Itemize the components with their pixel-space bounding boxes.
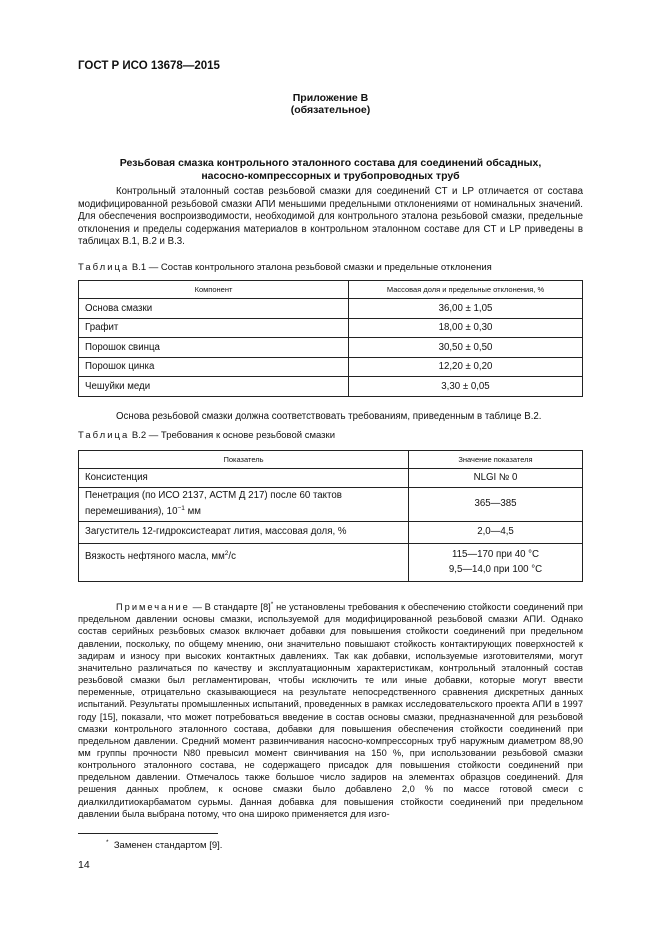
param-unit: мм	[184, 506, 201, 518]
main-heading-line1: Резьбовая смазка контрольного эталонного состава для соединений обсадных,	[119, 157, 542, 169]
note-label: Примечание	[116, 602, 190, 613]
cell-parameter: Консистенция	[79, 469, 409, 488]
table2-caption	[78, 430, 335, 441]
table1-caption	[78, 262, 492, 273]
param-unit: /с	[228, 551, 236, 563]
column-header: Значение показателя	[409, 451, 583, 469]
footnote-text: Заменен стандартом [9].	[113, 840, 223, 852]
table2-caption-text: В.2 — Требования к основе резьбовой смазки	[131, 430, 335, 441]
table1-caption-text: В.1 — Состав контрольного эталона резьбовой смазки и предельные отклонения	[131, 262, 492, 273]
table-row	[79, 377, 583, 397]
note-text-start: — В стандарте [8]	[189, 602, 271, 613]
cell-value: 3,30 ± 0,05	[349, 377, 583, 397]
note-paragraph	[78, 599, 583, 820]
cell-value: 30,50 ± 0,50	[349, 338, 583, 358]
column-header: Компонент	[79, 281, 349, 299]
table-row	[79, 318, 583, 338]
table-row	[79, 299, 583, 319]
footnote-mark: *	[106, 839, 109, 846]
annex-type: (обязательное)	[290, 104, 371, 116]
footnote	[106, 839, 222, 851]
base-requirement-sentence: Основа резьбовой смазки должна соответствовать требованиям, приведенным в таблице В.2.	[116, 411, 542, 422]
cell-value: 36,00 ± 1,05	[349, 299, 583, 319]
cell-component: Основа смазки	[79, 299, 349, 319]
cell-value: 18,00 ± 0,30	[349, 318, 583, 338]
table-row	[79, 338, 583, 358]
param-text: Пенетрация (по ИСО 2137, АСТМ Д 217) после 60 тактов перемешивания), 10	[85, 490, 342, 518]
table-row	[79, 544, 583, 582]
cell-component: Чешуйки меди	[79, 377, 349, 397]
cell-parameter	[79, 488, 409, 522]
param-exponent: 2	[224, 550, 229, 557]
cell-component: Порошок свинца	[79, 338, 349, 358]
main-heading-line2: насосно-компрессорных и трубопроводных труб	[201, 170, 460, 182]
table-header-row	[79, 451, 583, 469]
param-exponent: −1	[177, 504, 185, 512]
cell-parameter: Загуститель 12-гидроксистеарат лития, массовая доля, %	[79, 522, 409, 544]
table-row	[79, 357, 583, 377]
document-header: ГОСТ Р ИСО 13678—2015	[78, 60, 220, 72]
column-header: Массовая доля и предельные отклонения, %	[349, 281, 583, 299]
table1-caption-label: Таблица	[78, 262, 130, 273]
cell-value: NLGI № 0	[409, 469, 583, 488]
value-line: 115—170 при 40 °С	[451, 548, 540, 560]
cell-value: 12,20 ± 0,20	[349, 357, 583, 377]
param-text: Вязкость нефтяного масла, мм	[85, 551, 225, 563]
table-row	[79, 469, 583, 488]
table-row	[79, 522, 583, 544]
cell-value: 2,0—4,5	[409, 522, 583, 544]
cell-value	[409, 544, 583, 582]
page-number: 14	[78, 859, 90, 871]
table-header-row	[79, 281, 583, 299]
cell-parameter	[79, 544, 409, 582]
column-header: Показатель	[79, 451, 409, 469]
table2-caption-label: Таблица	[78, 430, 130, 441]
footnote-reference: *	[270, 601, 274, 608]
cell-component: Порошок цинка	[79, 357, 349, 377]
footnote-divider	[78, 833, 218, 834]
value-line: 9,5—14,0 при 100 °С	[448, 564, 543, 575]
table-composition	[78, 280, 583, 397]
table-base-requirements	[78, 450, 583, 582]
annex-title: Приложение В	[292, 92, 369, 104]
cell-value: 365—385	[409, 488, 583, 522]
cell-component: Графит	[79, 318, 349, 338]
table-row	[79, 488, 583, 522]
note-text-body: не установлены требования к обеспечению стойкости соединений при предельном давлении основы смазки, используемой для модифицированной резьбовой смазки АПИ. Однако состав серийных резьбовых смазок включает добавки для повышения стойкости соединений при предельном давлении, поскольку, по общему мнению, они значительно повышают стойкость контактирующих поверхностей к задирам и износу при высоких контактных давлениях. Так как добавки, используемые изготовителями, могут значительно различаться по качеству и эксплуатационным характеристикам, контрольный эталонный состав резьбовой смазки был регламентирован, чтобы исключить те или иные добавки, которые могут ввести переменные, отрицательно сказывающиеся на результате непосредственного сравнения дискретных данных испытаний. Результаты промышленных испытаний, проведенных в рамках исследовательского проекта АПИ в 1997 году [15], показали, что может потребоваться введение в состав основы смазки, предназначенной для резьбовой смазки контрольного эталонного состава, добавки для повышения обеспечения стойкости соединений при предельном давлении. Средний момент развинчивания насосно-компрессорных труб наружным диаметром 88,90 мм группы прочности N80 превысил момент свинчивания на 150 %, при использовании резьбовой смазки контрольного эталонного состава, не содержащего присадок для повышения стойкости соединений при предельном давлении. Отмечалось также большое число задиров на элементах образцов соединений. Для решения данных проблем, к основе смазки было добавлено 2,0 % по массе готовой смеси с диалкилдитиокарбаматом сурьмы. Данная добавка для повышения стойкости соединений при предельном давлении была выбрана потому, что она широко применяется для изго-	[78, 602, 583, 819]
intro-paragraph: Контрольный эталонный состав резьбовой смазки для соединений CT и LP отличается от состава модифицированной резьбовой смазки АПИ меньшими предельными отклонениями от номинальных значений. Для обеспечения воспроизводимости, необходимой для контрольного эталона резьбовой смазки, предельные отклонения и пределы содержания материалов в контрольном эталонном составе для CT и LP приведены в таблицах В.1, В.2 и В.3.	[78, 186, 583, 248]
